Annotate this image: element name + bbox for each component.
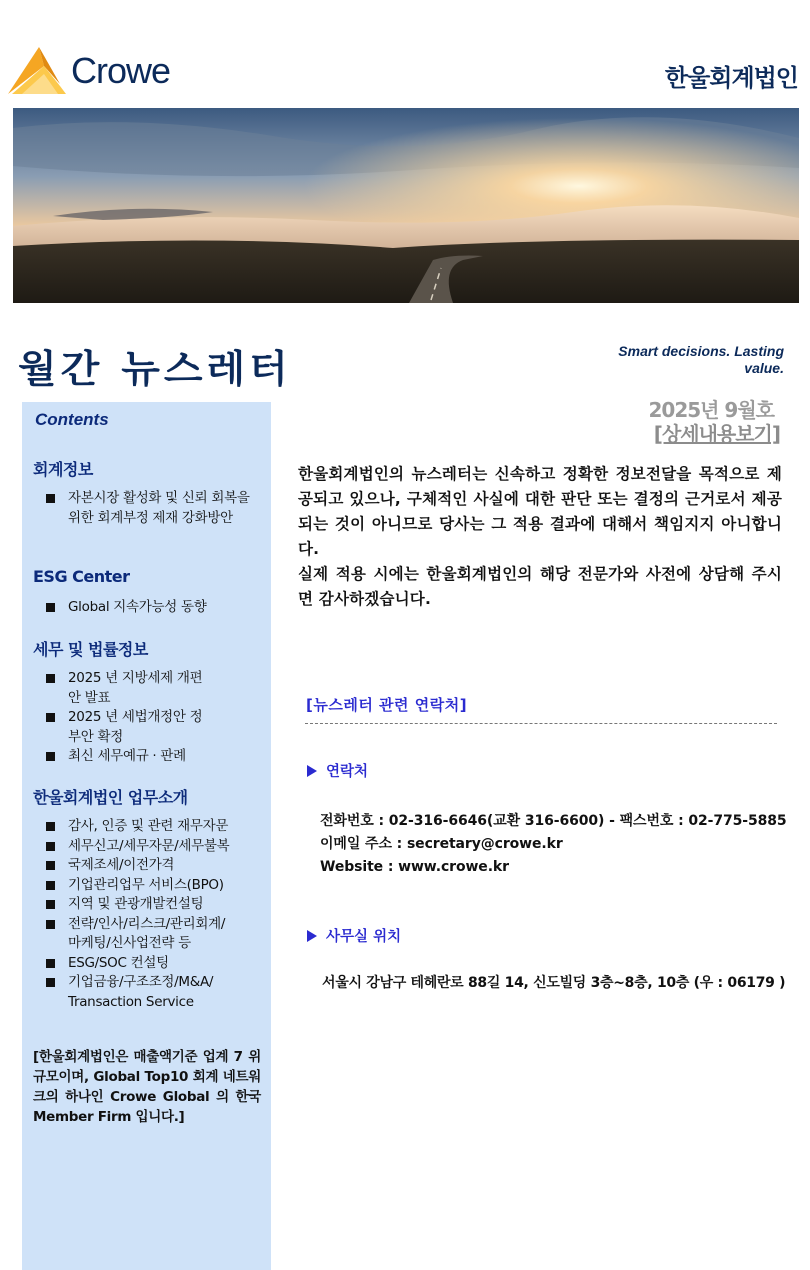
square-bullet-icon: [46, 674, 55, 683]
square-bullet-icon: [46, 959, 55, 968]
square-bullet-icon: [46, 881, 55, 890]
newsletter-title: 월간 뉴스레터: [18, 347, 292, 392]
section-heading-services: 한울회계법인 업무소개: [33, 788, 188, 807]
square-bullet-icon: [46, 842, 55, 851]
section-heading-tax: 세무 및 법률정보: [33, 640, 148, 659]
logo-text: Crowe: [71, 50, 171, 91]
crowe-logo: [8, 44, 178, 96]
email-line[interactable]: 이메일 주소 : secretary@crowe.kr: [320, 836, 563, 852]
website-line[interactable]: Website : www.crowe.kr: [320, 859, 509, 875]
esg-list: [46, 598, 261, 618]
triangle-right-icon: [307, 765, 317, 777]
office-subheading: 사무실 위치: [307, 925, 401, 946]
square-bullet-icon: [46, 920, 55, 929]
section-heading-esg: ESG Center: [33, 567, 130, 586]
list-item[interactable]: ESG/SOC 컨설팅: [46, 954, 268, 974]
contact-heading: [뉴스레터 관련 연락처]: [306, 696, 468, 714]
detail-link[interactable]: [상세내용보기]: [653, 422, 780, 446]
services-list: [46, 817, 268, 1012]
list-item[interactable]: 세무신고/세무자문/세무불복: [46, 837, 268, 857]
hero-image: [13, 108, 799, 303]
contents-sidebar: [22, 402, 271, 1270]
tax-list: [46, 669, 211, 767]
list-item[interactable]: 자본시장 활성화 및 신뢰 회복을 위한 회계부정 제재 강화방안: [46, 489, 256, 528]
square-bullet-icon: [46, 494, 55, 503]
list-item[interactable]: 국제조세/이전가격: [46, 856, 268, 876]
list-item[interactable]: 기업금융/구조조정/M&A/ Transaction Service: [46, 973, 268, 1012]
issue-label: 2025년 9월호: [648, 398, 774, 422]
list-item[interactable]: 2025 년 지방세제 개편안 발표: [46, 669, 211, 708]
list-item[interactable]: 기업관리업무 서비스(BPO): [46, 876, 268, 896]
contents-label: Contents: [35, 410, 109, 429]
address-line: 서울시 강남구 테헤란로 88길 14, 신도빌딩 3층~8층, 10층 (우 : 06179 ): [322, 975, 786, 991]
phone-line: 전화번호 : 02-316-6646(교환 316-6600) - 팩스번호 : 02-775-5885: [320, 813, 787, 829]
list-item[interactable]: 감사, 인증 및 관련 재무자문: [46, 817, 268, 837]
square-bullet-icon: [46, 900, 55, 909]
dashed-divider: [305, 723, 777, 724]
square-bullet-icon: [46, 822, 55, 831]
tagline: Smart decisions. Lasting value.: [618, 343, 784, 376]
list-item[interactable]: 2025 년 세법개정안 정부안 확정: [46, 708, 211, 747]
accounting-list: [46, 489, 256, 528]
crowe-peak-icon: [8, 44, 70, 96]
list-item[interactable]: 지역 및 관광개발컨설팅: [46, 895, 268, 915]
square-bullet-icon: [46, 861, 55, 870]
square-bullet-icon: [46, 603, 55, 612]
firm-name: 한울회계법인: [664, 64, 798, 92]
list-item[interactable]: 전략/인사/리스크/관리회계/ 마케팅/신사업전략 등: [46, 915, 268, 954]
list-item[interactable]: Global 지속가능성 동향: [46, 598, 261, 618]
square-bullet-icon: [46, 978, 55, 987]
firm-note: [한울회계법인은 매출액기준 업계 7 위 규모이며, Global Top10 회계 네트워크의 하나인 Crowe Global 의 한국 Member Firm 입니다.]: [33, 1049, 261, 1125]
triangle-right-icon: [307, 930, 317, 942]
landscape-illustration: [13, 108, 799, 303]
list-item[interactable]: 최신 세무예규 · 판례: [46, 747, 211, 767]
disclaimer-paragraph: 한울회계법인의 뉴스레터는 신속하고 정확한 정보전달을 목적으로 제공되고 있으나, 구체적인 사실에 대한 판단 또는 결정의 근거로서 제공되는 것이 아니므로 당사는 그 적용 결과에 대해서 책임지지 아니합니다.: [298, 465, 782, 558]
square-bullet-icon: [46, 713, 55, 722]
section-heading-accounting: 회계정보: [33, 460, 93, 479]
contact-subheading: 연락처: [307, 760, 368, 781]
square-bullet-icon: [46, 752, 55, 761]
disclaimer: [298, 462, 782, 612]
disclaimer-paragraph: 실제 적용 시에는 한울회계법인의 해당 전문가와 사전에 상담해 주시면 감사하겠습니다.: [298, 565, 782, 608]
